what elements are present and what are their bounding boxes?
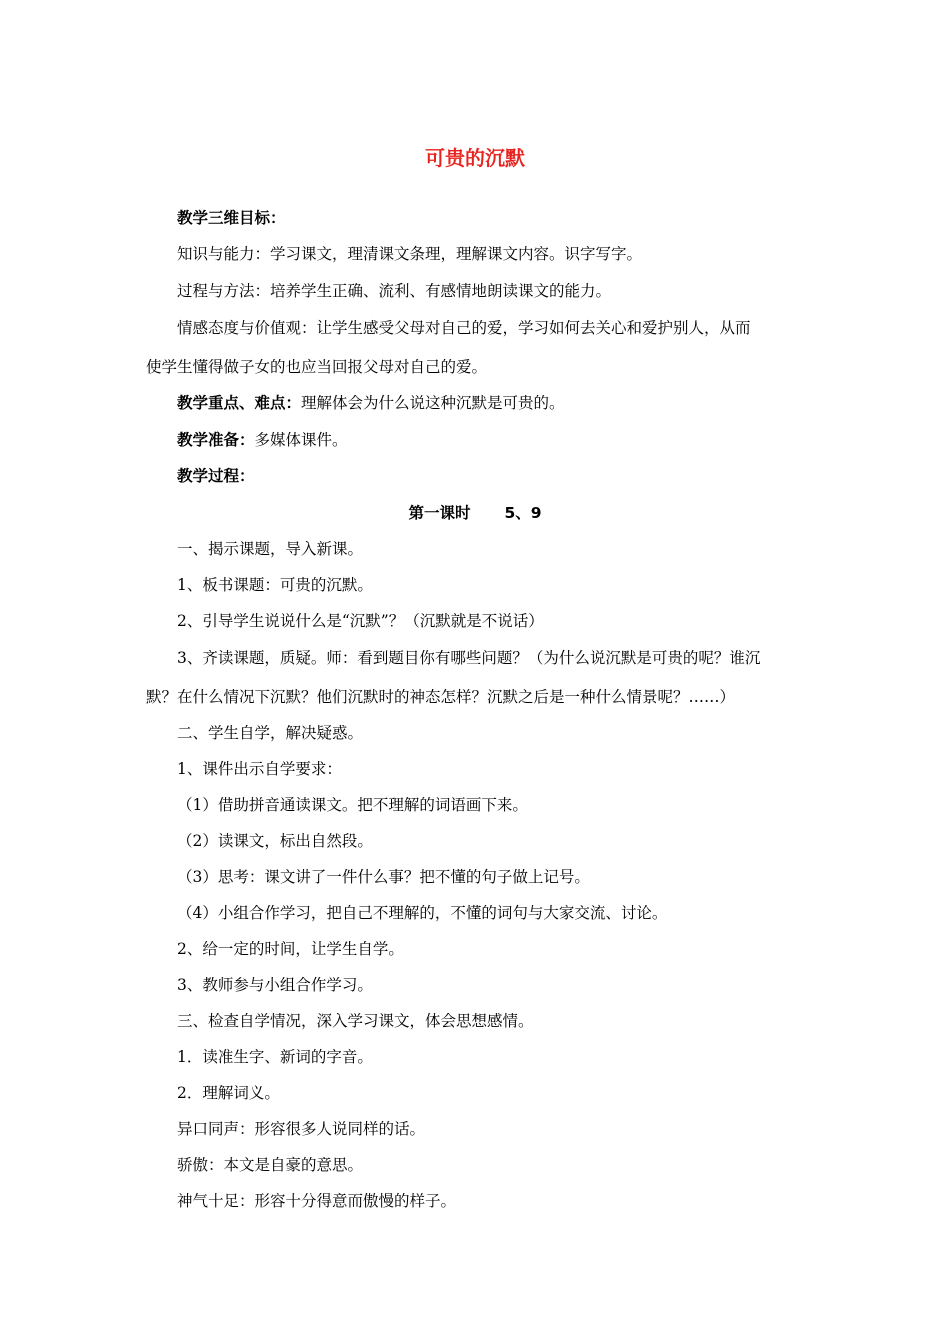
step-3-2: 2．理解词义。 (177, 1084, 280, 1102)
step-2-1: 1、课件出示自学要求： (177, 760, 342, 778)
step-2-1-d: （4）小组合作学习，把自己不理解的，不懂的词句与大家交流、讨论。 (177, 904, 668, 922)
step-1: 一、揭示课题，导入新课。 (177, 540, 364, 558)
step-3: 三、检查自学情况，深入学习课文，体会思想感情。 (177, 1012, 534, 1030)
document-title: 可贵的沉默 (425, 146, 525, 170)
step-2-1-b: （2）读课文，标出自然段。 (177, 832, 373, 850)
objective-emotion-line1: 情感态度与价值观：让学生感受父母对自己的爱，学习如何去关心和爱护别人，从而 (177, 319, 751, 337)
step-1-2: 2、引导学生说说什么是“沉默”？（沉默就是不说话） (177, 612, 544, 630)
preparation (177, 429, 348, 451)
step-3-1: 1．读准生字、新词的字音。 (177, 1048, 373, 1066)
step-2-2: 2、给一定的时间，让学生自学。 (177, 940, 404, 958)
step-2-1-c: （3）思考：课文讲了一件什么事？把不懂的句子做上记号。 (177, 868, 590, 886)
objective-process: 过程与方法：培养学生正确、流利、有感情地朗读课文的能力。 (177, 282, 612, 300)
lesson-date: 5、9 (504, 504, 542, 522)
objectives-heading-text: 教学三维目标： (177, 209, 286, 227)
objective-knowledge: 知识与能力：学习课文，理清课文条理，理解课文内容。识字写字。 (177, 245, 643, 263)
preparation-label: 教学准备： (177, 431, 255, 449)
definition-1: 异口同声：形容很多人说同样的话。 (177, 1120, 426, 1138)
step-1-3-line2: 默？在什么情况下沉默？他们沉默时的神态怎样？沉默之后是一种什么情景呢？……） (146, 688, 736, 706)
key-points (177, 392, 565, 414)
definition-3: 神气十足：形容十分得意而傲慢的样子。 (177, 1192, 457, 1210)
lesson-name: 第一课时 (408, 504, 471, 522)
step-2-3: 3、教师参与小组合作学习。 (177, 976, 373, 994)
definition-2: 骄傲：本文是自豪的意思。 (177, 1156, 364, 1174)
key-points-text: 理解体会为什么说这种沉默是可贵的。 (301, 394, 565, 412)
step-1-3-line1: 3、齐读课题，质疑。师：看到题目你有哪些问题？（为什么说沉默是可贵的呢？谁沉 (177, 649, 761, 667)
lesson-heading (0, 502, 950, 524)
key-points-label: 教学重点、难点： (177, 394, 302, 412)
preparation-text: 多媒体课件。 (254, 431, 348, 449)
objectives-heading (177, 207, 286, 229)
process-heading-text: 教学过程： (177, 467, 255, 485)
step-2-1-a: （1）借助拼音通读课文。把不理解的词语画下来。 (177, 796, 528, 814)
objective-emotion-line2: 使学生懂得做子女的也应当回报父母对自己的爱。 (146, 358, 488, 376)
step-1-1: 1、板书课题：可贵的沉默。 (177, 576, 373, 594)
step-2: 二、学生自学，解决疑惑。 (177, 724, 364, 742)
process-heading (177, 465, 255, 487)
